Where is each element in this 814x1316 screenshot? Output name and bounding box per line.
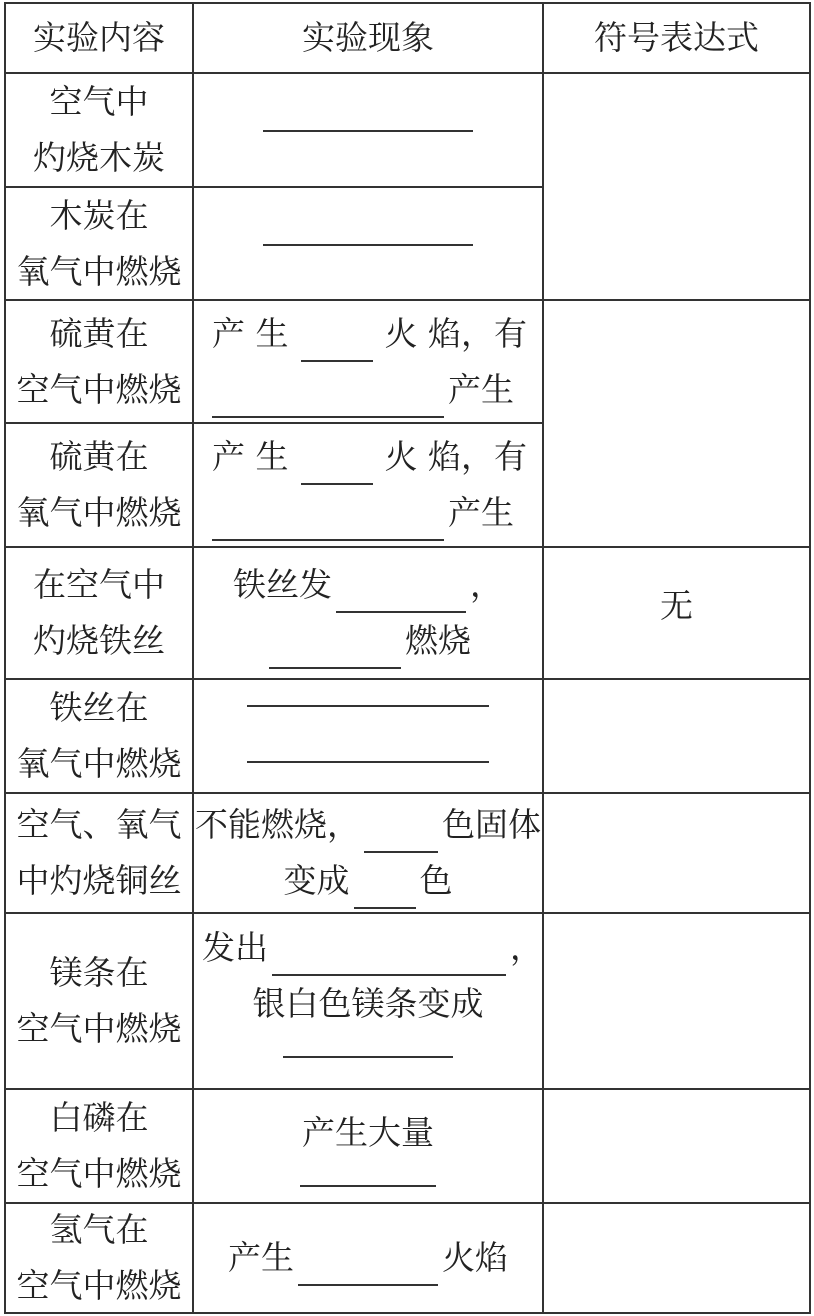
header-experiment-phenomenon — [194, 4, 542, 72]
row5-phen-line1 — [233, 557, 503, 613]
row7-blank-color2[interactable] — [354, 873, 416, 909]
row2-content — [6, 188, 192, 299]
row1-content-line1: 空气中 — [49, 82, 149, 121]
row10-phen-text2: 火焰 — [442, 1238, 508, 1277]
row6-phenomenon — [194, 680, 542, 792]
formula-rows-3-4[interactable] — [544, 301, 809, 546]
row4-blank-flame[interactable] — [301, 449, 373, 485]
row8-content — [6, 914, 192, 1088]
row8-content-line1: 镁条在 — [49, 953, 149, 992]
row10-content — [6, 1204, 192, 1312]
row5-phen-text2: ， — [470, 565, 503, 604]
row4-phen-text2: 火 焰，有 — [384, 437, 527, 476]
row7-phen-line2 — [284, 853, 453, 909]
row5-formula-text: 无 — [660, 586, 693, 625]
row6-formula[interactable] — [544, 680, 809, 792]
row3-blank-product[interactable] — [212, 382, 444, 418]
row2-blank[interactable] — [263, 242, 473, 246]
row8-blank-product[interactable] — [283, 1054, 453, 1058]
row4-phen-line2 — [212, 485, 514, 541]
row5-content — [6, 548, 192, 678]
row4-phen-text1: 产 生 — [212, 437, 289, 476]
row4-phen-line1 — [212, 429, 527, 485]
row3-content — [6, 301, 192, 422]
row1-phenomenon — [194, 74, 542, 186]
row2-content-line1: 木炭在 — [49, 195, 149, 235]
table-border-right — [809, 2, 811, 1314]
row4-phenomenon — [194, 424, 542, 546]
row5-blank-glow[interactable] — [336, 577, 466, 613]
row9-phenomenon — [194, 1090, 542, 1202]
row1-blank[interactable] — [263, 128, 473, 132]
row8-phenomenon — [194, 914, 542, 1088]
row4-content — [6, 424, 192, 546]
row5-phenomenon — [194, 548, 542, 678]
row10-content-line2: 空气中燃烧 — [16, 1266, 182, 1305]
row4-blank-product[interactable] — [212, 505, 444, 541]
row8-phen-line1 — [194, 920, 543, 976]
row9-content-line2: 空气中燃烧 — [16, 1154, 182, 1193]
header-experiment-content — [6, 4, 192, 72]
row7-phenomenon — [194, 794, 542, 912]
row10-phen-line1 — [228, 1230, 508, 1286]
row8-phen-text1: 发出 — [202, 928, 268, 967]
row1-content — [6, 74, 192, 186]
row9-phen-text1: 产生大量 — [302, 1113, 434, 1152]
row4-content-line2: 氧气中燃烧 — [16, 493, 182, 532]
row9-blank[interactable] — [300, 1183, 436, 1187]
row7-content-line1: 空气、氧气 — [16, 805, 182, 844]
row3-phen-line1 — [212, 306, 527, 362]
row5-phen-text3: 燃烧 — [405, 621, 471, 660]
row3-blank-flame[interactable] — [301, 326, 373, 362]
header-col2-label: 实验现象 — [302, 18, 434, 57]
row8-phen-line2 — [253, 976, 484, 1032]
row6-blank-2[interactable] — [247, 759, 489, 763]
row9-content — [6, 1090, 192, 1202]
row6-content-line2: 氧气中燃烧 — [16, 744, 182, 783]
row3-phen-text1: 产 生 — [212, 313, 289, 353]
row4-content-line1: 硫黄在 — [49, 437, 149, 476]
row5-blank-burn[interactable] — [269, 633, 401, 669]
row6-blank-1[interactable] — [247, 703, 489, 707]
row10-formula[interactable] — [544, 1204, 809, 1312]
row10-phen-text1: 产生 — [228, 1238, 294, 1277]
row8-formula[interactable] — [544, 914, 809, 1088]
row3-content-line1: 硫黄在 — [49, 313, 149, 353]
row7-content-line2: 中灼烧铜丝 — [16, 861, 182, 900]
header-symbol-expression — [544, 4, 809, 72]
row3-phen-text2: 火 焰，有 — [384, 313, 527, 353]
row7-phen-text1: 不能燃烧， — [195, 805, 360, 844]
row8-phen-text3: 银白色镁条变成 — [252, 984, 484, 1023]
row6-content — [6, 680, 192, 792]
row10-content-line1: 氢气在 — [49, 1210, 149, 1249]
header-col3-label: 符号表达式 — [594, 18, 759, 57]
row3-phen-text3: 产生 — [448, 369, 514, 409]
row3-content-line2: 空气中燃烧 — [16, 369, 182, 409]
row7-phen-line1 — [195, 797, 541, 853]
row7-content — [6, 794, 192, 912]
row7-blank-color1[interactable] — [364, 817, 438, 853]
row8-blank-light[interactable] — [272, 940, 506, 976]
row10-blank-flame[interactable] — [298, 1250, 438, 1286]
row2-phenomenon — [194, 188, 542, 299]
row9-content-line1: 白磷在 — [49, 1098, 149, 1137]
row5-content-line1: 在空气中 — [33, 565, 165, 604]
header-col1-label: 实验内容 — [33, 18, 165, 57]
row2-content-line2: 氧气中燃烧 — [16, 251, 182, 291]
row5-phen-line2 — [265, 613, 471, 669]
row8-content-line2: 空气中燃烧 — [16, 1009, 182, 1048]
row7-phen-text4: 色 — [419, 861, 453, 900]
row7-formula[interactable] — [544, 794, 809, 912]
row1-content-line2: 灼烧木炭 — [33, 138, 165, 177]
formula-rows-1-2[interactable] — [544, 74, 809, 299]
row4-phen-text3: 产生 — [448, 493, 514, 532]
row7-phen-text3: 变成 — [283, 861, 350, 900]
row5-phen-text1: 铁丝发 — [233, 565, 332, 604]
row3-phen-line2 — [212, 362, 514, 418]
row9-formula[interactable] — [544, 1090, 809, 1202]
row7-phen-text2: 色固体 — [442, 805, 541, 844]
row3-phenomenon — [194, 301, 542, 422]
row8-phen-text2: ， — [510, 928, 543, 967]
row5-content-line2: 灼烧铁丝 — [33, 621, 165, 660]
row10-phenomenon — [194, 1204, 542, 1312]
row5-formula — [544, 548, 809, 678]
row6-content-line1: 铁丝在 — [49, 688, 149, 727]
